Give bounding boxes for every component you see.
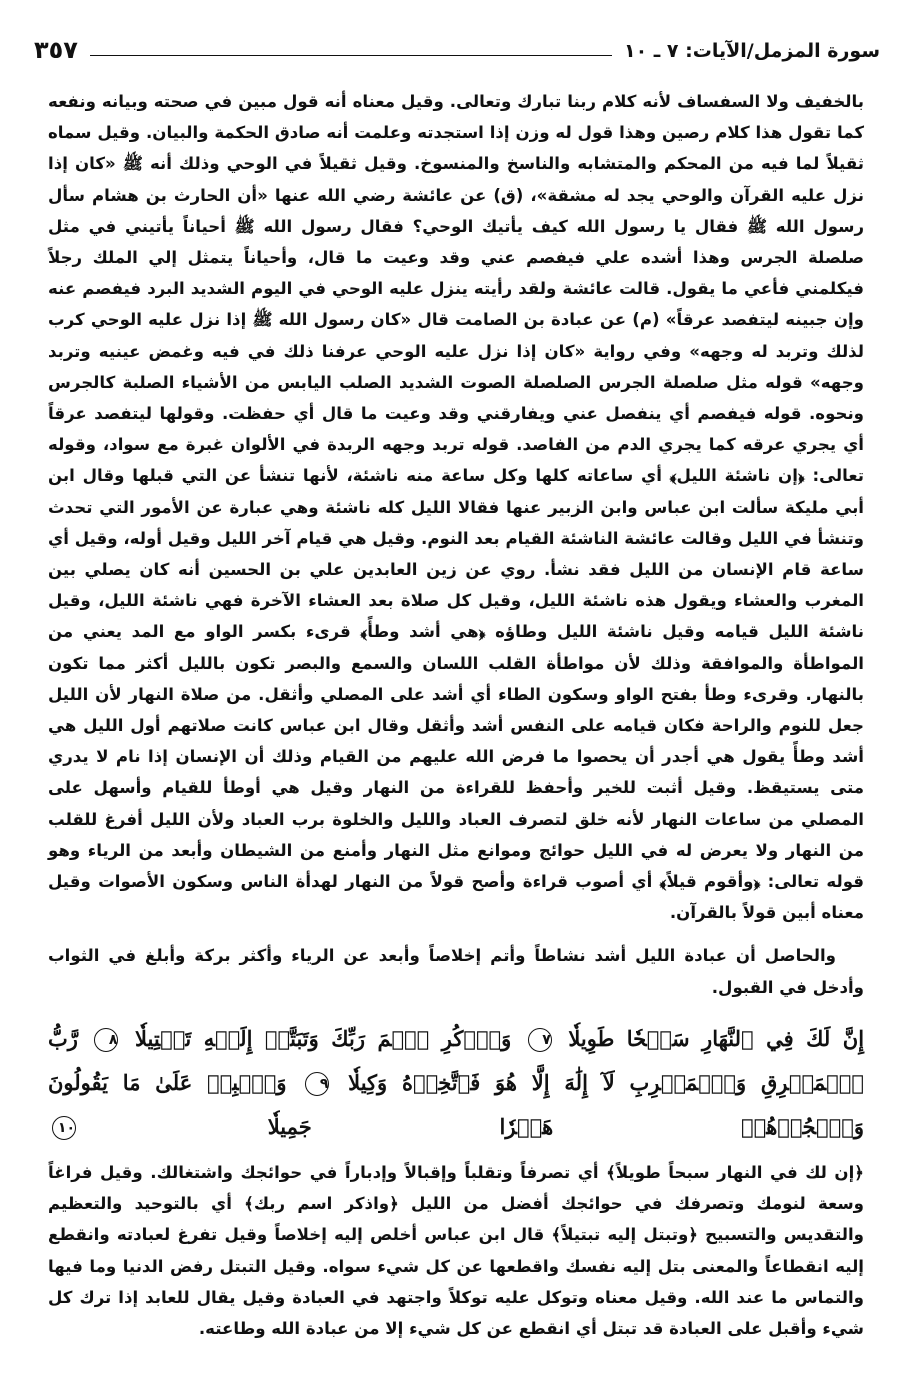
page-header [34, 26, 880, 66]
tafsir-paragraph-3: ﴿إن لك في النهار سبحاً طويلاً﴾ أي تصرفاً وتقلباً وإقبالاً وإدباراً في حوائجك واشتغالك. وقيل فراغاً وسعة لنومك وتصرفك في حوائجك أفضل من الليل ﴿واذكر اسم ربك﴾ أي بالتوحيد والتعظيم والتقديس والتسبيح ﴿وتبتل إليه تبتيلاً﴾ قال ابن عباس أخلص إليه إخلاصاً وقيل تفرغ لعبادته وانقطع إليه انقطاعاً والمعنى بتل إليه نفسك واقطعها عن كل شيء سواه. وقيل التبتل رفض الدنيا وما فيها والتماس ما عند الله. وقيل معناه وتوكل عليه توكلاً واجتهد في العبادة وقيل يقال للعابد إذا ترك كل شيء وأقبل على العبادة قد تبتل أي انقطع عن كل شيء إلا من عبادة الله وطاعته. [48, 1162, 864, 1338]
verse-8-number: ٨ [94, 1028, 118, 1052]
tafsir-paragraph-2: والحاصل أن عبادة الليل أشد نشاطاً وأتم إخلاصاً وأبعد عن الرياء وأكثر بركة وأبلغ في الثواب وأدخل في القبول. [48, 946, 864, 997]
verse-7-number: ٧ [528, 1028, 552, 1052]
verse-8-text: وَٱذۡكُرِ ٱسۡمَ رَبِّكَ وَتَبَتَّلۡ إِلَيۡهِ تَبۡتِيلٗا [134, 1025, 512, 1051]
page-number: ٣٥٧ [34, 36, 78, 64]
page-body [48, 86, 864, 1344]
verse-10-text: وَٱصۡبِرۡ عَلَىٰ مَا يَقُولُونَ وَٱهۡجُرۡهُمۡ هَجۡرٗا جَمِيلٗا [48, 1069, 865, 1139]
quran-verses [48, 1017, 864, 1149]
verse-7-text: إِنَّ لَكَ فِي ٱلنَّهَارِ سَبۡحٗا طَوِيلٗا [568, 1025, 865, 1051]
surah-title: سورة المزمل/الآيات: ٧ ـ ١٠ [623, 40, 880, 62]
verse-10-number: ١٠ [52, 1116, 76, 1140]
header-rule [90, 55, 612, 56]
verse-9-number: ٩ [305, 1072, 329, 1096]
verse-9-text: رَّبُّ ٱلۡمَشۡرِقِ وَٱلۡمَغۡرِبِ لَآ إِلَٰهَ إِلَّا هُوَ فَٱتَّخِذۡهُ وَكِيلٗا [48, 1025, 864, 1095]
tafsir-paragraph-1: بالخفيف ولا السفساف لأنه كلام ربنا تبارك وتعالى. وقيل معناه أنه قول مبين في صحته وبيانه ونفعه كما تقول هذا كلام رصين وهذا قول له وزن إذا استجدته وعلمت أنه صادق الحكمة والبيان. وقيل سماه ثقيلاً لما فيه من المحكم والمتشابه والناسخ والمنسوخ. وقيل ثقيلاً في الوحي وذلك أنه ﷺ «كان إذا نزل عليه القرآن والوحي يجد له مشقة»، (ق) عن عائشة رضي الله عنها «أن الحارث بن هشام سأل رسول الله ﷺ فقال يا رسول الله كيف يأتيك الوحي؟ فقال رسول الله ﷺ أحياناً يأتيني في مثل صلصلة الجرس وهذا أشده علي فيفصم عني وقد وعيت ما قال، وأحياناً يتمثل إلي الملك رجلاً فيكلمني فأعي ما يقول. قالت عائشة ولقد رأيته ينزل عليه الوحي في اليوم الشديد البرد فيفصم عنه وإن جبينه ليتفصد عرقاً» (م) عن عبادة بن الصامت قال «كان رسول الله ﷺ إذا نزل عليه الوحي كرب لذلك وتربد له وجهه» وفي رواية «كان إذا نزل عليه الوحي عرفنا ذلك في فيه وغمض عينيه وتربد وجهه» قوله مثل صلصلة الجرس الصلصلة الصوت الشديد الصلب اليابس من الأشياء الصلبة كالجرس ونحوه. قوله فيفصم أي ينفصل عني ويفارقني وقد وعيت ما قال أي حفظت. وقولها ليتفصد عرقاً أي يجري عرقه كما يجري الدم من الفاصد. قوله تربد وجهه الربدة في الألوان غبرة مع سواد، وقوله تعالى: ﴿إن ناشئة الليل﴾ أي ساعاته كلها وكل ساعة منه ناشئة، لأنها تنشأ عن التي قبلها وقال ابن أبي مليكة سألت ابن عباس وابن الزبير عنها فقالا الليل كله ناشئة وهي عبارة عن الأمور التي تحدث وتنشأ في الليل وقالت عائشة الناشئة القيام بعد النوم. وقيل هي قيام آخر الليل وقيل أوله، وقيل أي ساعة قام الإنسان من الليل فقد نشأ. روي عن زين العابدين علي بن الحسين أنه كان يصلي بين المغرب والعشاء ويقول هذه ناشئة الليل، وقيل كل صلاة بعد العشاء الآخرة فهي ناشئة الليل، وقيل ناشئة الليل قيامه وقيل ناشئة الليل وطاؤه ﴿هي أشد وطأً﴾ قرىء بكسر الواو مع المد يعني من المواطأة والموافقة وذلك لأن مواطأة القلب اللسان والسمع والبصر تكون بالليل أكثر مما تكون بالنهار. وقرىء وطأ بفتح الواو وسكون الطاء أي أشد على المصلي وأثقل. من صلاة النهار لأن الليل جعل للنوم والراحة فكان قيامه على النفس أشد وأثقل وقال ابن عباس كانت صلاتهم أول الليل هي أشد وطأً يقول هي أجدر أن يحصوا ما فرض الله عليهم من القيام وذلك أن الإنسان إذا نام لا يدري متى يستيقظ. وقيل أثبت للخير وأحفظ للقراءة من النهار وقيل هي أوطأ للقيام وأسهل على المصلي من ساعات النهار لأنه خلق لتصرف العباد والليل والخلوة برب العباد ولأن الليل أفرغ للقلب من النهار ولا يعرض له في الليل حوائج وموانع مثل النهار وأمنع من الشيطان وأبعد من الرياء وهو قوله تعالى: ﴿وأقوم قيلاً﴾ أي أصوب قراءة وأصح قولاً من النهار لهدأة الناس وسكون الأصوات وقيل معناه أبين قولاً بالقرآن. [48, 92, 864, 923]
